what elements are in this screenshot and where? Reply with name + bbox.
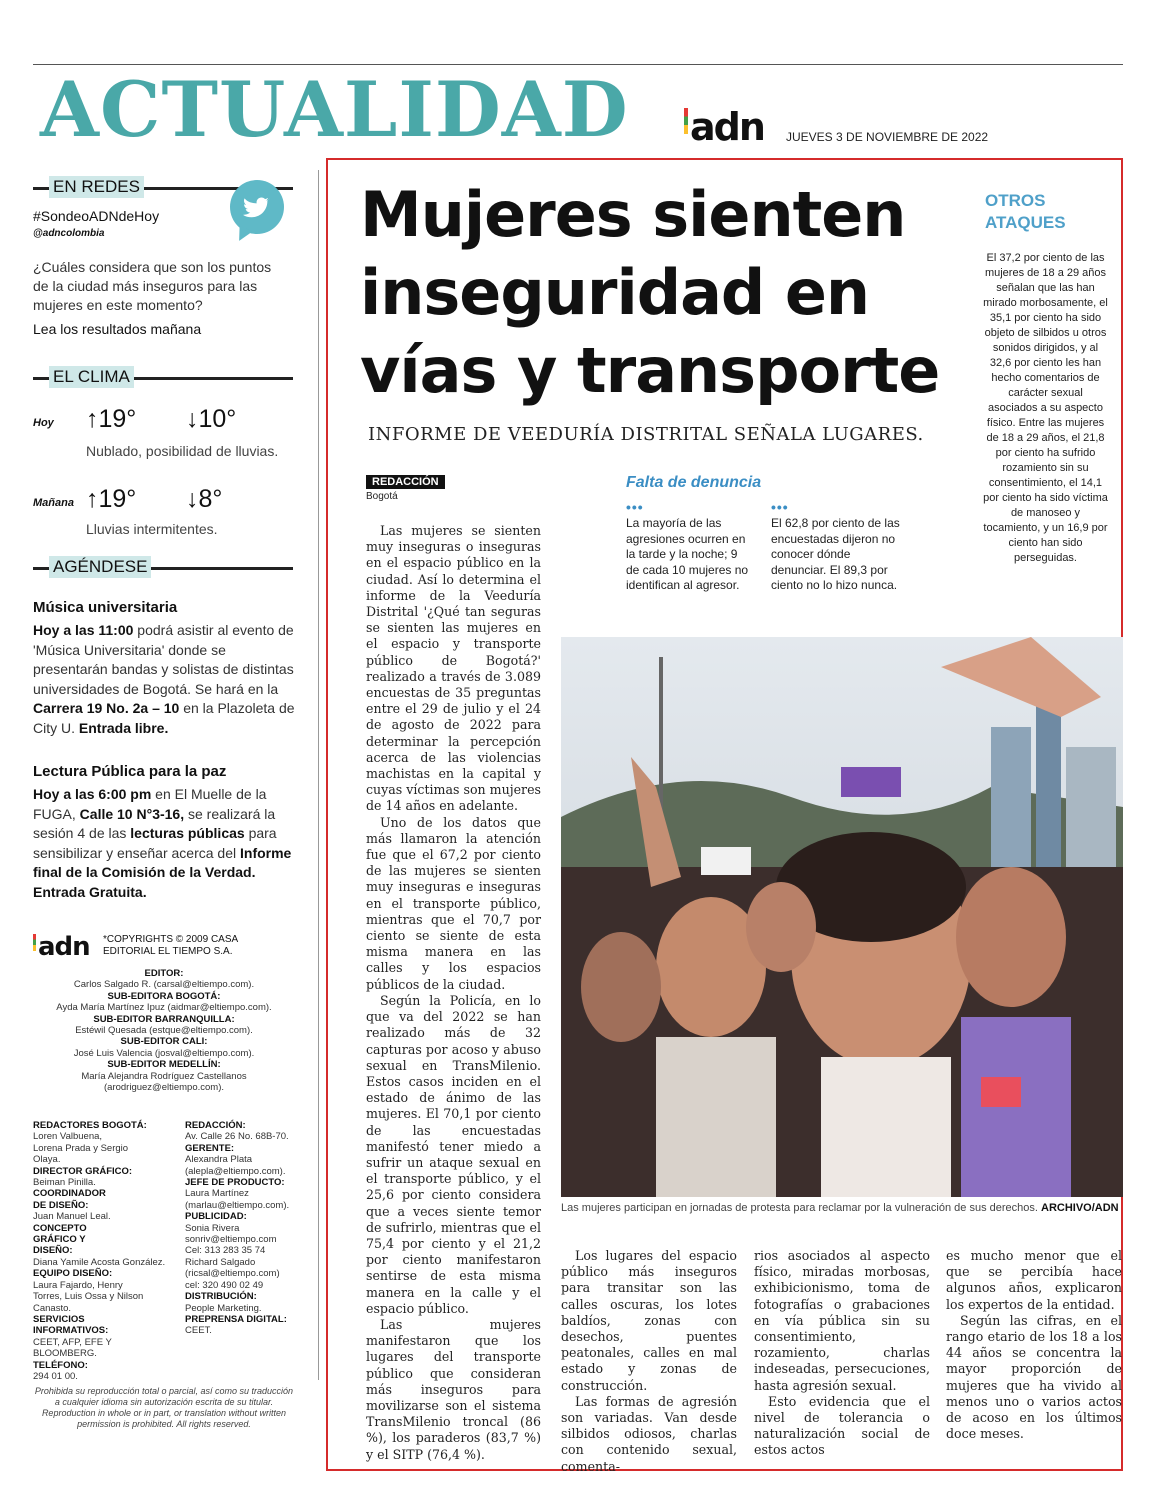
- staff-role: REDACTORES BOGOTÁ:: [33, 1120, 147, 1131]
- staff-left-column: [33, 1120, 173, 1382]
- caption-text: Las mujeres participan en jornadas de protesta para reclamar por la vulneración de sus derechos.: [561, 1202, 1038, 1214]
- twitter-bird-icon: [243, 193, 271, 221]
- article-headline: Mujeres sienten inseguridad en vías y transporte: [360, 178, 940, 407]
- denuncia-fact: La mayoría de las agresiones ocurren en la tarde y la noche; 9 de cada 10 mujeres no identifican al agresor.: [626, 516, 749, 592]
- staff-role: SUB-EDITORA BOGOTÁ:: [107, 990, 221, 1002]
- staff-name: CEET, AFP, EFE Y BLOOMBERG.: [33, 1336, 112, 1360]
- staff-name: Carlos Salgado R. (carsal@eltiempo.com).: [73, 979, 255, 991]
- otros-ataques-heading: OTROS ATAQUES: [985, 191, 1066, 232]
- hashtag[interactable]: #SondeoADNdeHoy: [33, 208, 160, 224]
- staff-name: 294 01 00.: [33, 1370, 78, 1382]
- logo-text: adn: [690, 105, 764, 149]
- legal-notice: Prohibida su reproducción total o parcial, así como su traducción a cualquier idioma sin autorización escrita de su titular. Reproduction in whole or in part, or translation without written permission is prohibited. All rights reserved.: [34, 1386, 294, 1429]
- staff-role: EDITOR:: [144, 968, 184, 979]
- staff-name: CEET.: [185, 1325, 212, 1337]
- byline: REDACCIÓN: [366, 475, 445, 489]
- protest-photo: [561, 637, 1123, 1197]
- paragraph: rios asociados al aspecto físico, miradas morbosas, exhibicionismo, toma de fotografías o grabaciones en vía pública sin su consentimiento, rozamiento, charlas indeseadas, persecuciones, hasta agresión sexual.: [754, 1248, 930, 1393]
- logo-text: adn: [38, 932, 90, 962]
- column-divider: [318, 170, 319, 1380]
- staff-name: Beiman Pinilla.: [33, 1177, 96, 1189]
- paragraph: Las mujeres se sienten muy inseguras o inseguras en el espacio público en la ciudad. Así lo determina el informe de la Veeduría Distrital '¿Qué tan seguras se sienten las mujeres en el espacio y transporte público de Bogotá?' realizado a través de 3.089 encuestas de 35 preguntas entre el 29 de julio y el 24 de agosto de 2022 para determinar la percepción acerca de las violencias machistas en la capital y cuyas víctimas son mujeres de 14 años en adelante.: [366, 523, 541, 814]
- adn-small-logo: [33, 934, 90, 960]
- paragraph: Las formas de agresión son variadas. Van desde silbidos odiosos, charlas con contenido sexual, comenta-: [561, 1393, 737, 1474]
- staff-role: REDACCIÓN:: [185, 1120, 246, 1131]
- poll-note: Lea los resultados mañana: [33, 321, 202, 337]
- denuncia-fact: El 62,8 por ciento de las encuestadas dijeron no conocer dónde denunciar. El 89,3 por ciento no lo hizo nunca.: [771, 516, 900, 592]
- staff-name: Laura Martínez (marlau@eltiempo.com).: [185, 1188, 290, 1211]
- staff-role: SUB-EDITOR MEDELLÍN:: [107, 1059, 221, 1071]
- staff-name: Ayda María Martínez Ipuz (aidmar@eltiempo.com).: [56, 1002, 272, 1014]
- section-title: ACTUALIDAD: [40, 65, 629, 154]
- staff-right-column: [185, 1120, 295, 1337]
- staff-name: José Luis Valencia (josval@eltiempo.com).: [73, 1047, 255, 1059]
- editors-list: [33, 968, 295, 1093]
- staff-role: CONCEPTO GRÁFICO Y DISEÑO:: [33, 1222, 87, 1257]
- staff-name: Estéwil Quesada (estque@eltiempo.com).: [75, 1025, 253, 1037]
- weather-high: ↑19°: [86, 405, 137, 433]
- heading-label: EN REDES: [49, 176, 144, 198]
- staff-role: SUB-EDITOR CALI:: [120, 1036, 208, 1048]
- event-body: Hoy a las 6:00 pm en El Muelle de la FUGA, Calle 10 N°3-16, se realizará la sesión 4 de las lecturas públicas para sensibilizar y enseñar acerca del Informe final de la Comisión de la Verdad. Entrada Gratuita.: [33, 786, 292, 900]
- otros-ataques-text: El 37,2 por ciento de las mujeres de 18 a 29 años señalan que las han mirado morbosamente, el 35,1 por ciento ha sido objeto de silbidos u otros sonidos dirigidos, y al 32,6 por ciento les han hecho comentarios de carácter sexual asociados a su aspecto físico. Entre las mujeres de 18 a 29 años, el 21,8 por ciento ha sufrido rozamiento sin su consentimiento, el 14,1 por ciento ha sido víctima de manoseo y tocamiento, y un 16,9 por ciento han sido perseguidas.: [983, 252, 1108, 564]
- event-title: Música universitaria: [33, 599, 178, 616]
- staff-role: SUB-EDITOR BARRANQUILLA:: [93, 1013, 235, 1025]
- photo-credit: ARCHIVO/ADN: [1041, 1202, 1119, 1214]
- staff-role: SERVICIOS INFORMATIVOS:: [33, 1313, 109, 1337]
- staff-name: Loren Valbuena, Lorena Prada y Sergio Olaya.: [33, 1131, 129, 1166]
- photo-caption: [561, 1202, 1119, 1214]
- staff-role: DIRECTOR GRÁFICO:: [33, 1165, 133, 1177]
- weather-high: ↑19°: [86, 485, 137, 513]
- weather-low: ↓8°: [186, 485, 223, 513]
- staff-role: JEFE DE PRODUCTO:: [185, 1177, 285, 1189]
- heading-label: EL CLIMA: [49, 366, 134, 388]
- paragraph: Esto evidencia que el nivel de tolerancia o naturalización social de estos actos: [754, 1393, 930, 1458]
- article-column-1: [366, 523, 541, 1463]
- weather-low: ↓10°: [186, 405, 237, 433]
- issue-date: JUEVES 3 DE NOVIEMBRE DE 2022: [786, 130, 989, 144]
- staff-name: People Marketing.: [185, 1302, 262, 1314]
- dots-icon: •••: [626, 499, 644, 515]
- paragraph: Según la Policía, en lo que va del 2022 se han realizado más de 32 capturas por acoso y abuso sexual en TransMilenio. Estos casos inciden en el estado de ánimo de las mujeres. El 70,1 por ciento de las encuestadas manifestó tener miedo a sufrir un ataque sexual en el transporte público, y el 25,6 por ciento considera que a veces siente temor de sufrirlo, mientras que el 75,4 por ciento y el 21,2 por ciento manifestaron sentirse de esta misma manera en la calle y el espacio público.: [366, 992, 541, 1316]
- staff-name: Laura Fajardo, Henry Torres, Luis Ossa y Nilson Canasto.: [33, 1279, 144, 1314]
- event-title: Lectura Pública para la paz: [33, 763, 227, 780]
- logo-dots-icon: [684, 108, 688, 134]
- staff-role: GERENTE:: [185, 1142, 235, 1154]
- staff-role: DISTRIBUCIÓN:: [185, 1291, 257, 1303]
- staff-name: Alexandra Plata (alepla@eltiempo.com).: [185, 1154, 286, 1177]
- adn-logo[interactable]: [684, 105, 764, 149]
- sidebar-heading-agenda: [33, 556, 293, 578]
- staff-role: PUBLICIDAD:: [185, 1211, 247, 1223]
- weather-day-label: Hoy: [33, 417, 54, 429]
- weather-desc: Lluvias intermitentes.: [86, 521, 218, 537]
- staff-name: María Alejandra Rodríguez Castellanos (arodriguez@eltiempo.com).: [81, 1070, 247, 1094]
- staff-role: TELÉFONO:: [33, 1359, 88, 1371]
- paragraph: Según las cifras, en el rango etario de los 18 a los 44 años se concentra la mayor proporción de mujeres que ha vivido al menos uno o varios actos de acoso en los últimos doce meses.: [946, 1312, 1122, 1442]
- copyright-notice: *COPYRIGHTS © 2009 CASA EDITORIAL EL TIEMPO S.A.: [103, 934, 238, 957]
- weather-desc: Nublado, posibilidad de lluvias.: [86, 443, 279, 459]
- article-column-2: [561, 1248, 737, 1475]
- sidebar-heading-weather: [33, 366, 293, 388]
- paragraph: Los lugares del espacio público más inseguros para transitar son las calles oscuras, los lotes baldíos, zonas con desechos, puentes peatonales, calles en mal estado y zonas de construcción.: [561, 1248, 737, 1393]
- staff-name: Diana Yamile Acosta González.: [33, 1256, 166, 1268]
- heading-label: AGÉNDESE: [49, 556, 151, 578]
- event-body: Hoy a las 11:00 podrá asistir al evento de 'Música Universitaria' donde se presentarán bandas y solistas de distintas universidades de Bogotá. Se hará en la Carrera 19 No. 2a – 10 en la Plazoleta de City U. Entrada libre.: [33, 622, 295, 736]
- dots-icon: •••: [771, 499, 789, 515]
- article-deck: INFORME DE VEEDURÍA DISTRITAL SEÑALA LUGARES.: [368, 424, 924, 445]
- weather-day-label: Mañana: [33, 497, 74, 509]
- staff-name: Av. Calle 26 No. 68B-70.: [185, 1131, 289, 1143]
- poll-question: ¿Cuáles considera que son los puntos de la ciudad más inseguros para las mujeres en este momento?: [33, 259, 272, 313]
- staff-role: EQUIPO DISEÑO:: [33, 1268, 113, 1280]
- paragraph: es mucho menor que el que se percibía hace algunos años, explicaron los expertos de la entidad.: [946, 1248, 1122, 1312]
- staff-name: Juan Manuel Leal.: [33, 1211, 111, 1223]
- logo-dots-icon: [33, 934, 36, 951]
- article-column-4: [946, 1248, 1122, 1442]
- denuncia-heading: Falta de denuncia: [626, 474, 762, 491]
- paragraph: Uno de los datos que más llamaron la atención fue que el 67,2 por ciento de las mujeres se sienten muy inseguras e inseguras en el transporte público, mientras que el 70,7 por ciento se siente de esta misma manera en las calles y los espacios públicos de la ciudad.: [366, 814, 541, 992]
- staff-role: PREPRENSA DIGITAL:: [185, 1313, 287, 1325]
- byline-location: Bogotá: [366, 491, 398, 502]
- article-column-3: [754, 1248, 930, 1459]
- staff-name: Sonia Rivera sonriv@eltiempo.com Cel: 313 283 35 74 Richard Salgado (ricsal@eltiempo.com) cel: 320 490 02 49: [185, 1222, 280, 1291]
- paragraph: Las mujeres manifestaron que los lugares del transporte público que consideran más inseguros para movilizarse son el sistema TransMilenio troncal (86 %), los paraderos (83,7 %) y el SITP (76,4 %).: [366, 1316, 541, 1462]
- staff-role: COORDINADOR DE DISEÑO:: [33, 1188, 106, 1211]
- social-handle[interactable]: @adncolombia: [33, 228, 105, 239]
